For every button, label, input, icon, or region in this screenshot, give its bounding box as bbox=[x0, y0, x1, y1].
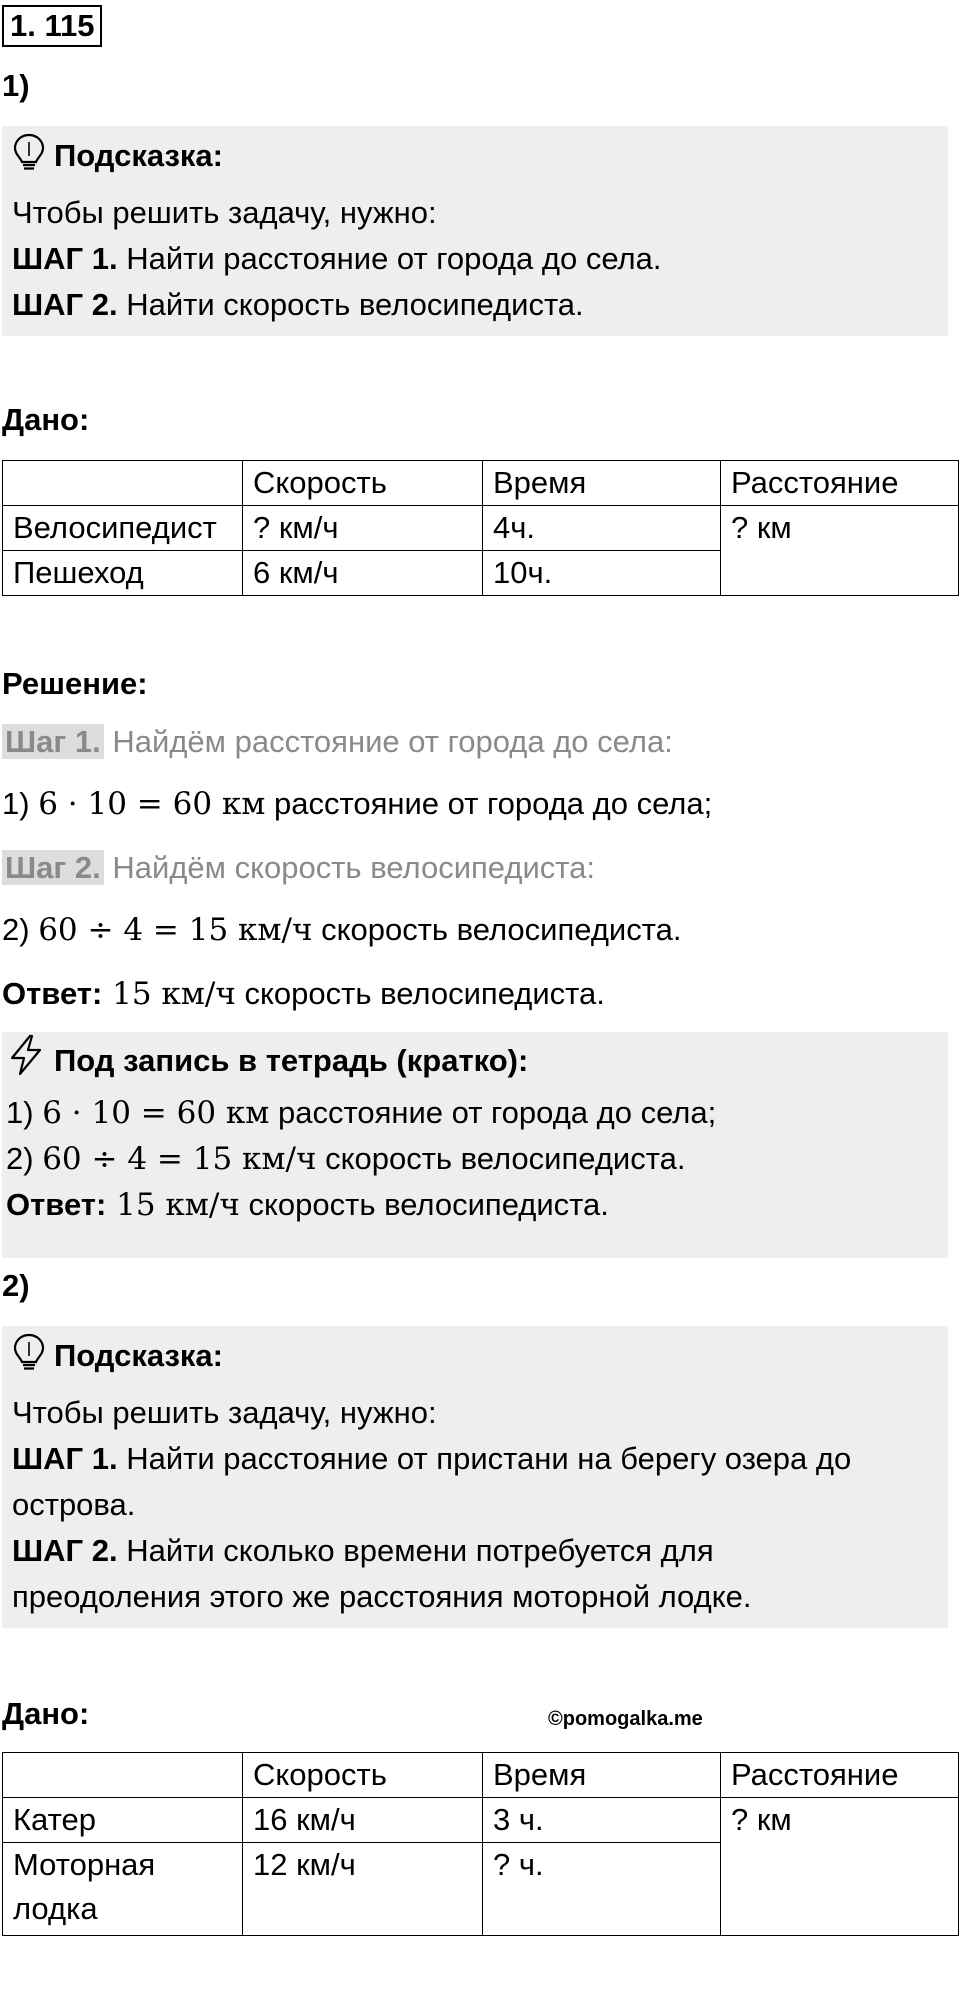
brief-box bbox=[2, 1032, 948, 1258]
hint-header bbox=[12, 1336, 948, 1376]
hint-intro: Чтобы решить задачу, нужно: bbox=[12, 195, 437, 230]
hint-step1: ШАГ 1. Найти расстояние от города до села. bbox=[12, 241, 662, 276]
part1-hint-box bbox=[2, 126, 948, 336]
hint-step2: ШАГ 2. Найти скорость велосипедиста. bbox=[12, 287, 584, 322]
solution-answer: Ответ: 15 км/ч скорость велосипедиста. bbox=[2, 976, 605, 1012]
table-row: Пешеход 6 км/ч 10ч. bbox=[3, 551, 959, 596]
solution-label: Решение: bbox=[2, 666, 148, 701]
brief-header: Под запись в тетрадь (кратко): bbox=[6, 1036, 948, 1086]
solution-step2: Шаг 2. Найдём скорость велосипедиста: bbox=[2, 850, 595, 886]
hint-step1-cont: острова. bbox=[12, 1487, 136, 1522]
given-label: Дано: bbox=[2, 402, 90, 437]
hint-intro: Чтобы решить задачу, нужно: bbox=[12, 1395, 437, 1430]
brief-answer: Ответ: 15 км/ч скорость велосипедиста. bbox=[6, 1187, 609, 1223]
lightbulb-icon bbox=[12, 1332, 54, 1380]
given-label: Дано: bbox=[2, 1696, 90, 1731]
brief-line1: 1) 6 · 10 = 60 км расстояние от города до села; bbox=[6, 1095, 717, 1131]
hint-step2-cont: преодоления этого же расстояния моторной лодке. bbox=[12, 1579, 752, 1614]
table-row: Катер 16 км/ч 3 ч. ? км bbox=[3, 1798, 959, 1843]
lightbulb-icon bbox=[12, 132, 54, 180]
hint-title: Подсказка: bbox=[54, 1338, 223, 1373]
part1-label: 1) bbox=[2, 68, 30, 103]
table-row: Велосипедист ? км/ч 4ч. ? км bbox=[3, 506, 959, 551]
brief-line2: 2) 60 ÷ 4 = 15 км/ч скорость велосипедиста. bbox=[6, 1141, 686, 1177]
table-header-row: Скорость Время Расстояние bbox=[3, 461, 959, 506]
hint-title: Подсказка: bbox=[54, 138, 223, 173]
lightning-icon bbox=[6, 1034, 46, 1089]
solution-step1: Шаг 1. Найдём расстояние от города до села: bbox=[2, 724, 673, 760]
hint-header bbox=[12, 136, 948, 176]
table-header-row: Скорость Время Расстояние bbox=[3, 1753, 959, 1798]
solution-calc1: 1) 6 · 10 = 60 км расстояние от города до села; bbox=[2, 786, 713, 822]
hint-step2: ШАГ 2. Найти сколько времени потребуется для bbox=[12, 1533, 714, 1568]
given-table-1 bbox=[2, 460, 959, 596]
table-row: Моторная лодка 12 км/ч ? ч. bbox=[3, 1843, 959, 1936]
part2-label: 2) bbox=[2, 1268, 30, 1303]
solution-calc2: 2) 60 ÷ 4 = 15 км/ч скорость велосипедиста. bbox=[2, 912, 682, 948]
part2-hint-box bbox=[2, 1326, 948, 1628]
watermark: ©pomogalka.me bbox=[548, 1708, 703, 1730]
exercise-number: 1. 115 bbox=[2, 5, 102, 47]
given-table-2 bbox=[2, 1752, 959, 1936]
hint-step1: ШАГ 1. Найти расстояние от пристани на берегу озера до bbox=[12, 1441, 852, 1476]
